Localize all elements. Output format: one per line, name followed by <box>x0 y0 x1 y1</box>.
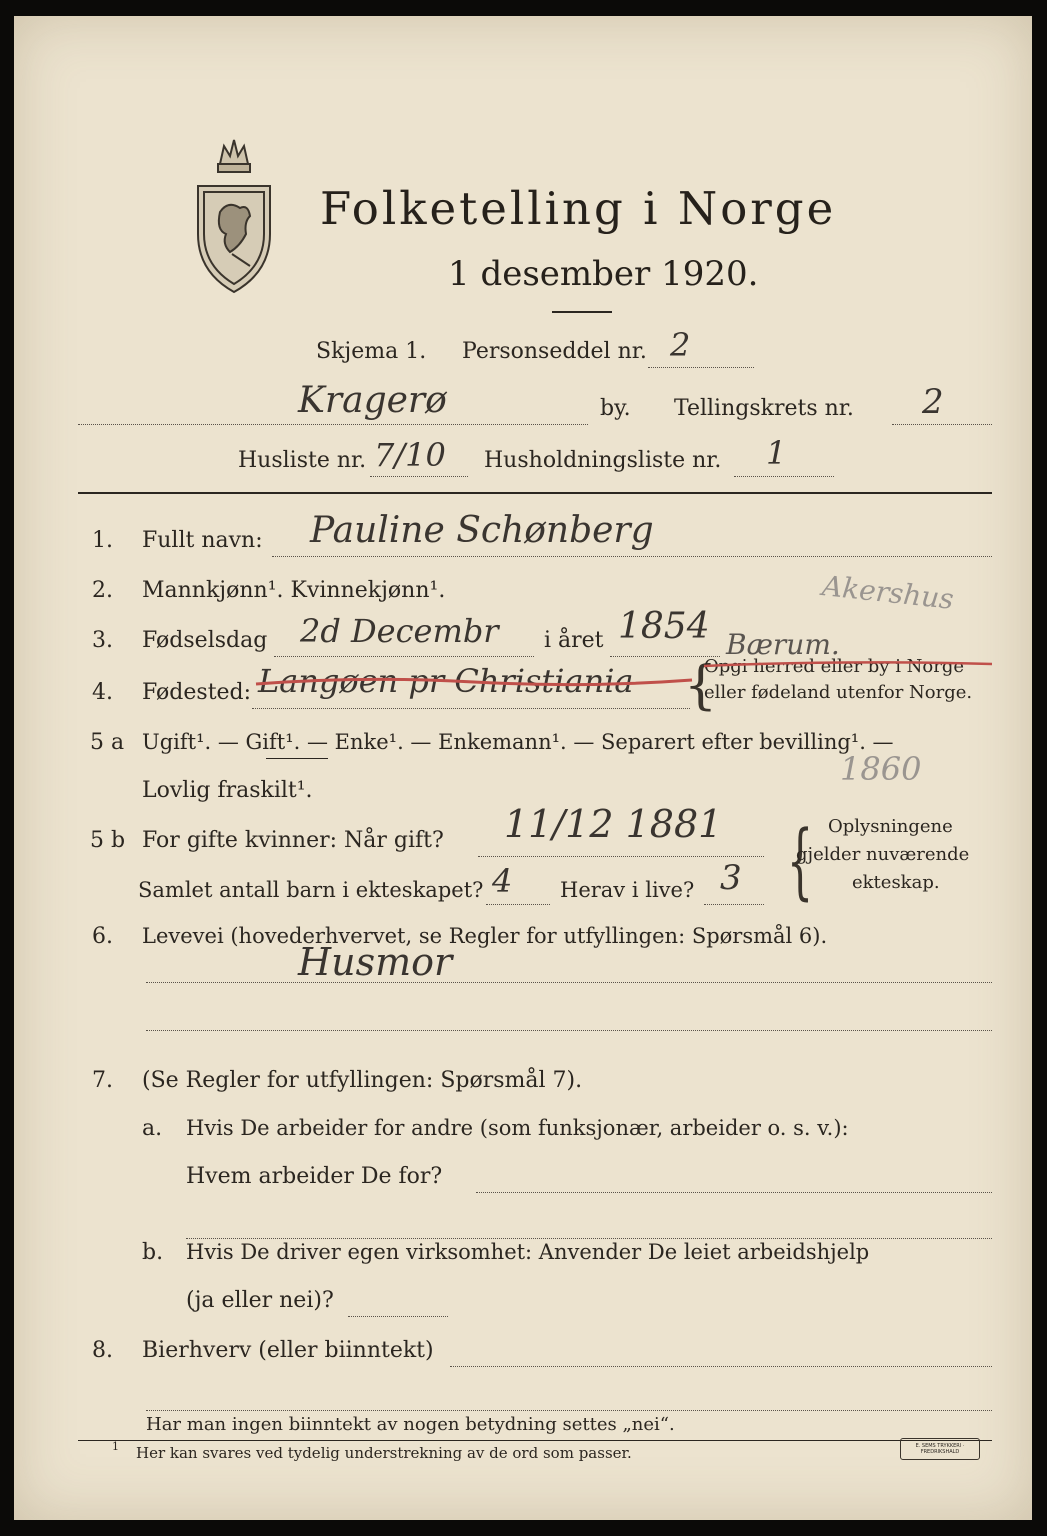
q6-text: Levevei (hovederhvervet, se Regler for utfyllingen: Spørsmål 6). <box>142 924 828 948</box>
q5b-side-1: Oplysningene <box>828 816 953 837</box>
q6-number: 6. <box>92 924 113 949</box>
printer-stamp-text: E. SEMS TRYKKERI · FREDRIKSHALD <box>915 1443 965 1455</box>
q4-value[interactable]: Langøen pr Christiania <box>258 662 634 700</box>
q5a-note: 1860 <box>840 750 922 788</box>
q6-line-2 <box>146 1030 992 1031</box>
q7-text: (Se Regler for utfyllingen: Spørsmål 7). <box>142 1068 583 1093</box>
q7a-line <box>476 1192 992 1193</box>
form-date: 1 desember 1920. <box>448 254 759 294</box>
q4-brace: { <box>684 656 718 716</box>
gift-underline <box>266 758 328 759</box>
by-value[interactable]: Kragerø <box>298 380 447 421</box>
q4-label: Fødested: <box>142 680 252 705</box>
q2-note: Akershus <box>820 569 956 616</box>
q7b-line2: (ja eller nei)? <box>186 1288 334 1313</box>
tellingskrets-line <box>892 424 992 425</box>
q6-value[interactable]: Husmor <box>298 940 453 984</box>
q3-label: Fødselsdag <box>142 628 268 653</box>
husholdning-value[interactable]: 1 <box>766 434 787 472</box>
q5b-married-value[interactable]: 11/12 1881 <box>504 802 723 846</box>
q5b-side-2: gjelder nuværende <box>796 844 970 865</box>
footer-note: Har man ingen biinntekt av nogen betydning settes „nei“. <box>146 1414 675 1435</box>
q4-hint-1: Opgi herred eller by i Norge <box>704 656 965 677</box>
q3-year-label: i året <box>544 628 604 653</box>
q7-number: 7. <box>92 1068 113 1093</box>
q5b-label1: For gifte kvinner: Når gift? <box>142 828 444 853</box>
q3-day-line <box>274 656 534 657</box>
q4-hint-strikethrough <box>702 656 994 670</box>
personseddel-label: Personseddel nr. <box>462 339 647 364</box>
q5b-number: 5 b <box>90 828 126 853</box>
q5b-alive-line <box>704 904 764 905</box>
norwegian-lion-shield-icon <box>192 134 276 296</box>
q6-line-1 <box>146 982 992 983</box>
husholdning-line <box>734 476 834 477</box>
q1-number: 1. <box>92 528 113 553</box>
husliste-label: Husliste nr. <box>238 448 367 473</box>
q5a-line1: Ugift¹. — Gift¹. — Enke¹. — Enkemann¹. — Separert efter bevilling¹. — <box>142 730 894 754</box>
q4-strikethrough <box>254 672 694 692</box>
q5b-brace: { <box>787 814 814 909</box>
q7b-letter: b. <box>142 1240 164 1265</box>
footnote-mark: 1 <box>112 1440 119 1453</box>
q5b-label3: Herav i live? <box>560 878 695 902</box>
footer-divider <box>78 1440 992 1441</box>
skjema-label: Skjema 1. <box>316 339 427 364</box>
personseddel-line <box>648 367 754 368</box>
husholdning-label: Husholdningsliste nr. <box>484 448 722 473</box>
q1-value[interactable]: Pauline Schønberg <box>310 510 654 551</box>
q8-extra-line <box>146 1410 992 1411</box>
q1-label: Fullt navn: <box>142 528 263 553</box>
q8-number: 8. <box>92 1338 113 1363</box>
personseddel-value[interactable]: 2 <box>670 326 691 364</box>
tellingskrets-label: Tellingskrets nr. <box>674 396 854 421</box>
q7a-letter: a. <box>142 1116 163 1141</box>
q3-note: Bærum. <box>726 628 840 661</box>
q5a-number: 5 a <box>90 730 125 755</box>
q7a-extra-line <box>186 1238 992 1239</box>
q7b-line <box>348 1316 448 1317</box>
q3-number: 3. <box>92 628 113 653</box>
form-title: Folketelling i Norge <box>320 182 837 235</box>
q2-text: Mannkjønn¹. Kvinnekjønn¹. <box>142 578 446 603</box>
q3-value[interactable]: 2d Decembr <box>300 612 499 650</box>
q5b-alive-value[interactable]: 3 <box>720 858 742 898</box>
q5b-side-3: ekteskap. <box>852 872 940 893</box>
printer-stamp <box>900 1438 980 1460</box>
census-form-sheet <box>14 16 1032 1520</box>
by-line <box>78 424 588 425</box>
q4-line <box>252 708 690 709</box>
q5a-line2: Lovlig fraskilt¹. <box>142 778 313 803</box>
q1-line <box>272 556 992 557</box>
by-label: by. <box>600 396 631 421</box>
husliste-value[interactable]: 7/10 <box>374 436 446 474</box>
header-divider <box>78 492 992 494</box>
footnote-text: Her kan svares ved tydelig understrekning av de ord som passer. <box>136 1444 632 1462</box>
q5b-children-value[interactable]: 4 <box>492 862 513 900</box>
q2-number: 2. <box>92 578 113 603</box>
q7a-line2: Hvem arbeider De for? <box>186 1164 443 1189</box>
q7b-line1: Hvis De driver egen virksomhet: Anvender De leiet arbeidshjelp <box>186 1240 870 1264</box>
q5b-label2: Samlet antall barn i ekteskapet? <box>138 878 484 902</box>
title-divider <box>552 311 612 313</box>
husliste-line <box>370 476 468 477</box>
tellingskrets-value[interactable]: 2 <box>922 382 944 422</box>
q5b-married-line <box>478 856 764 857</box>
q4-hint-2: eller fødeland utenfor Norge. <box>704 682 973 703</box>
q7a-line1: Hvis De arbeider for andre (som funksjonær, arbeider o. s. v.): <box>186 1116 849 1140</box>
q3-year-value[interactable]: 1854 <box>618 606 710 647</box>
q5b-children-line <box>486 904 550 905</box>
q8-label: Bierhverv (eller biinntekt) <box>142 1338 434 1363</box>
q4-number: 4. <box>92 680 113 705</box>
q8-line <box>450 1366 992 1367</box>
